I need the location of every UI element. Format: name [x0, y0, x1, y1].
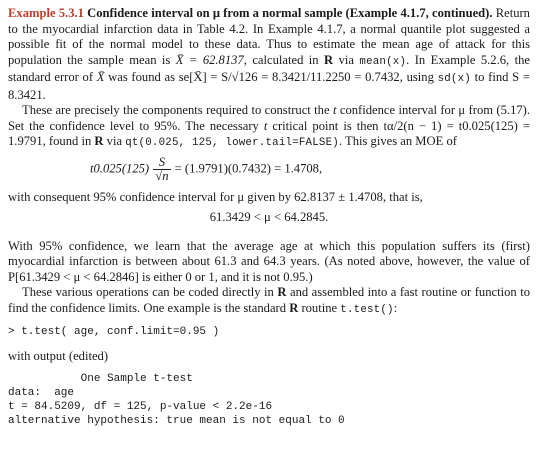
p2-text-c: critical point is then tα/2(n − 1) = t0.025(125) = 1.9791, found in [8, 118, 530, 148]
code-mean: mean(x) [359, 55, 407, 68]
example-paragraph-2 [8, 103, 530, 152]
p5-text-c: routine [298, 300, 341, 315]
p5-text-a: These various operations can be coded directly in [22, 285, 278, 299]
code-qt: qt(0.025, 125, lower.tail=FALSE) [125, 137, 339, 149]
r-call-code: > t.test( age, conf.limit=0.95 ) [8, 326, 220, 338]
r-label-3: R [277, 285, 287, 299]
p1-text-a: Return to the myocardial infarction data in Table 4.2. In Example 4.1.7, a normal quantile plot suggested a possible fit of the normal model to these data. Thus to estimate the mean age of attack for this population the sample mean is [8, 6, 530, 67]
textbook-page [8, 6, 530, 428]
r-output-line-1: One Sample t-test [8, 372, 193, 385]
p1-xbar: X̄ [96, 70, 105, 84]
example-paragraph-4: With 95% confidence, we learn that the average age at which this population suffers its (first) myocardial infarction is between about 61.3 and 64.3 years. (As noted above, however, the value of P[61.3429 < μ < 64.2846] is either 0 or 1, and it is not 0.95.) [8, 238, 530, 284]
p1-text-c: via [333, 52, 360, 67]
p2-text-b: confidence interval for μ from (5.17). Set the confidence level to 95%. The necessary [8, 103, 531, 133]
eq1-result: = (1.9791)(0.7432) = 1.4708, [174, 160, 323, 175]
r-output-line-2: data: age [8, 386, 75, 399]
example-heading: Confidence interval on μ from a normal sample (Example 4.1.7, continued). [87, 6, 493, 20]
p2-text-e: . This gives an MOE of [338, 134, 457, 148]
r-label-1: R [324, 52, 334, 67]
moe-equation [90, 156, 530, 183]
interval-equation: 61.3429 < μ < 64.2845. [209, 210, 329, 224]
eq1-fraction [153, 156, 170, 183]
r-output-line-4: alternative hypothesis: true mean is not equal to 0 [8, 414, 345, 427]
p1-text-g: to find S = 8.3421. [8, 70, 530, 102]
example-paragraph-1 [8, 6, 530, 103]
example-paragraph-6: with output (edited) [8, 349, 109, 363]
p1-text-f: was found as se[X̄] = S/√126 = 8.3421/11.2250 = 0.7432, using [104, 70, 438, 84]
eq1-denominator: √n [155, 168, 169, 183]
example-paragraph-3: with consequent 95% confidence interval for μ given by 62.8137 ± 1.4708, that is, [8, 189, 423, 204]
p1-text-d: . In Example 5.2.6, the standard error of [8, 52, 531, 84]
code-sd: sd(x) [437, 73, 471, 85]
p5-text-b: and assembled into a fast routine or function to find the confidence limits. One example is the standard [8, 285, 530, 315]
eq1-critical: t0.025(125) [90, 160, 150, 175]
r-output-line-3: t = 84.5209, df = 125, p-value < 2.2e-16 [8, 400, 273, 413]
example-number: Example 5.3.1 [8, 6, 84, 20]
p2-t-symbol: t [332, 103, 337, 117]
p1-sample-mean: X̄ = 62.8137 [175, 52, 244, 67]
p2-text-d: via [103, 134, 126, 148]
eq1-numerator: S [153, 156, 170, 170]
code-ttest: t.test() [340, 303, 394, 316]
p2-text-a: These are precisely the components required to construct the [22, 103, 333, 117]
r-label-4: R [289, 300, 299, 315]
example-paragraph-5 [8, 285, 530, 318]
p2-t-symbol-2: t [263, 118, 268, 133]
r-label-2: R [94, 134, 104, 148]
p1-text-b: , calculated in [243, 52, 325, 67]
p5-text-d: : [393, 300, 398, 315]
